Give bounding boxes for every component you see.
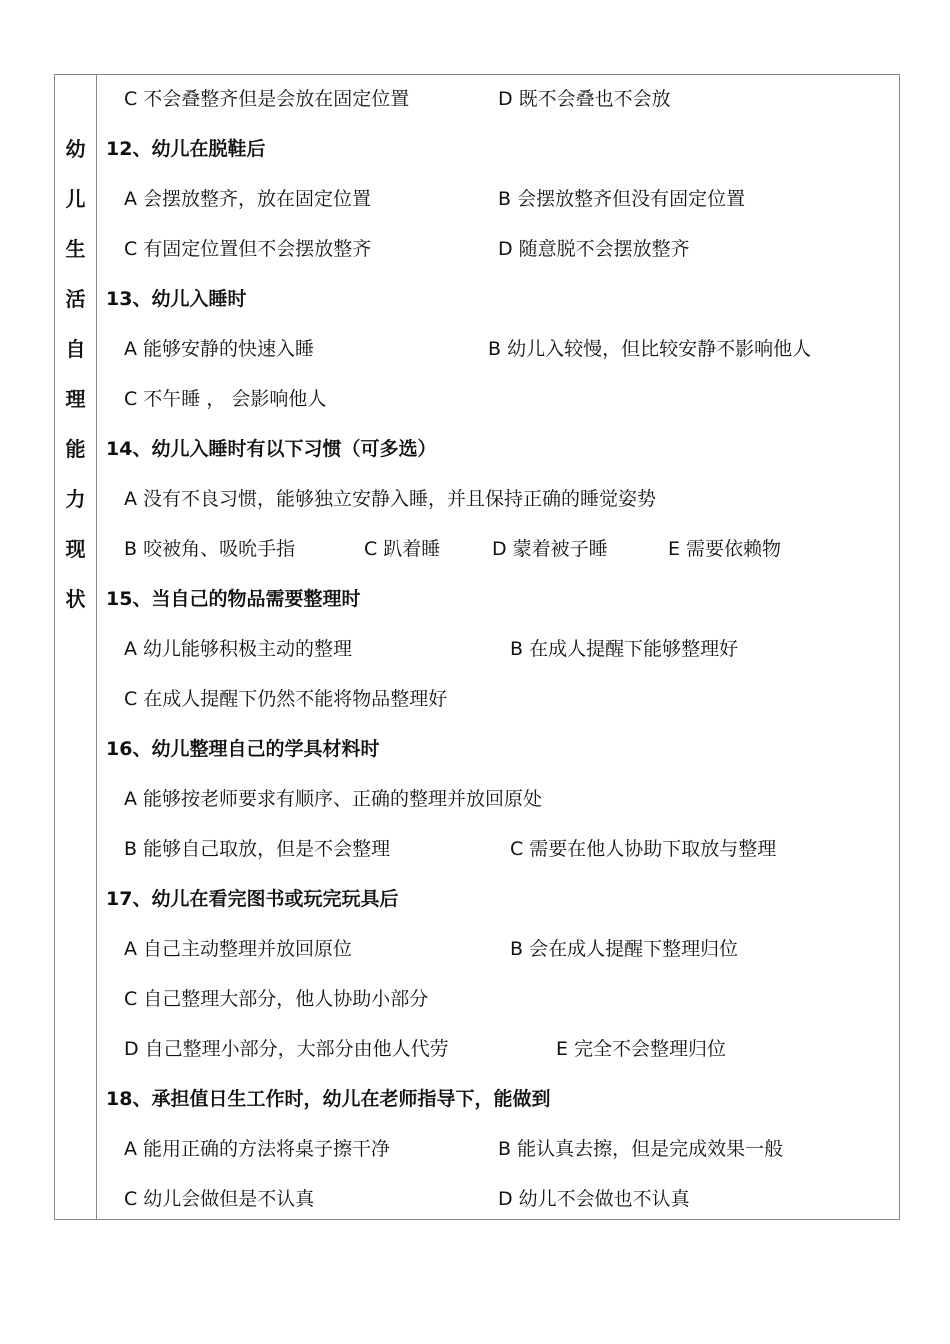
option-row (106, 824, 896, 874)
side-label-char: 幼 (65, 137, 86, 161)
option-row (106, 374, 896, 424)
side-label-char: 状 (65, 587, 86, 611)
answer-option: D 蒙着被子睡 (492, 538, 608, 560)
question-text: 14、幼儿入睡时有以下习惯（可多选） (106, 438, 437, 460)
answer-option: C 自己整理大部分，他人协助小部分 (124, 988, 429, 1010)
answer-option: D 幼儿不会做也不认真 (498, 1188, 690, 1210)
question-text: 15、当自己的物品需要整理时 (106, 588, 361, 610)
answer-option: B 幼儿入较慢，但比较安静不影响他人 (488, 338, 812, 360)
answer-option: C 幼儿会做但是不认真 (124, 1188, 315, 1210)
answer-option: A 会摆放整齐，放在固定位置 (124, 188, 372, 210)
answer-option: D 既不会叠也不会放 (498, 88, 671, 110)
answer-option: C 不午睡 ， 会影响他人 (124, 388, 327, 410)
answer-option: A 自己主动整理并放回原位 (124, 938, 353, 960)
answer-option: C 需要在他人协助下取放与整理 (510, 838, 777, 860)
side-label-column (54, 124, 97, 624)
question-list (106, 74, 896, 1224)
option-row (106, 324, 896, 374)
question-text: 16、幼儿整理自己的学具材料时 (106, 738, 380, 760)
option-row (106, 224, 896, 274)
answer-option: D 自己整理小部分，大部分由他人代劳 (124, 1038, 449, 1060)
question-heading (106, 274, 896, 324)
option-row (106, 974, 896, 1024)
side-label-char: 儿 (65, 187, 86, 211)
side-label-char: 自 (65, 337, 86, 361)
question-heading (106, 874, 896, 924)
answer-option: A 没有不良习惯，能够独立安静入睡，并且保持正确的睡觉姿势 (124, 488, 657, 510)
option-row (106, 1124, 896, 1174)
question-text: 13、幼儿入睡时 (106, 288, 247, 310)
answer-option: C 趴着睡 (364, 538, 441, 560)
option-row (106, 74, 896, 124)
answer-option: A 幼儿能够积极主动的整理 (124, 638, 353, 660)
side-label-char: 生 (65, 237, 86, 261)
question-heading (106, 574, 896, 624)
question-heading (106, 424, 896, 474)
side-label-char: 能 (65, 437, 86, 461)
option-row (106, 1024, 896, 1074)
option-row (106, 924, 896, 974)
answer-option: B 能认真去擦，但是完成效果一般 (498, 1138, 784, 1160)
answer-option: B 在成人提醒下能够整理好 (510, 638, 739, 660)
answer-option: B 会摆放整齐但没有固定位置 (498, 188, 746, 210)
answer-option: E 完全不会整理归位 (556, 1038, 727, 1060)
option-row (106, 624, 896, 674)
answer-option: B 咬被角、吸吮手指 (124, 538, 296, 560)
answer-option: C 有固定位置但不会摆放整齐 (124, 238, 372, 260)
answer-option: A 能够安静的快速入睡 (124, 338, 315, 360)
option-row (106, 474, 896, 524)
answer-option: A 能够按老师要求有顺序、正确的整理并放回原处 (124, 788, 543, 810)
answer-option: B 会在成人提醒下整理归位 (510, 938, 739, 960)
side-label-char: 现 (65, 537, 86, 561)
option-row (106, 774, 896, 824)
answer-option: A 能用正确的方法将桌子擦干净 (124, 1138, 391, 1160)
answer-option: B 能够自己取放，但是不会整理 (124, 838, 391, 860)
answer-option: C 不会叠整齐但是会放在固定位置 (124, 88, 410, 110)
option-row (106, 524, 896, 574)
answer-option: D 随意脱不会摆放整齐 (498, 238, 690, 260)
answer-option: E 需要依赖物 (668, 538, 782, 560)
question-heading (106, 1074, 896, 1124)
question-text: 18、承担值日生工作时，幼儿在老师指导下，能做到 (106, 1088, 551, 1110)
option-row (106, 1174, 896, 1224)
side-label-char: 理 (65, 387, 86, 411)
question-text: 17、幼儿在看完图书或玩完玩具后 (106, 888, 399, 910)
option-row (106, 174, 896, 224)
answer-option: C 在成人提醒下仍然不能将物品整理好 (124, 688, 448, 710)
question-heading (106, 724, 896, 774)
question-heading (106, 124, 896, 174)
question-text: 12、幼儿在脱鞋后 (106, 138, 266, 160)
side-label-char: 活 (65, 287, 86, 311)
side-label-char: 力 (65, 487, 86, 511)
option-row (106, 674, 896, 724)
